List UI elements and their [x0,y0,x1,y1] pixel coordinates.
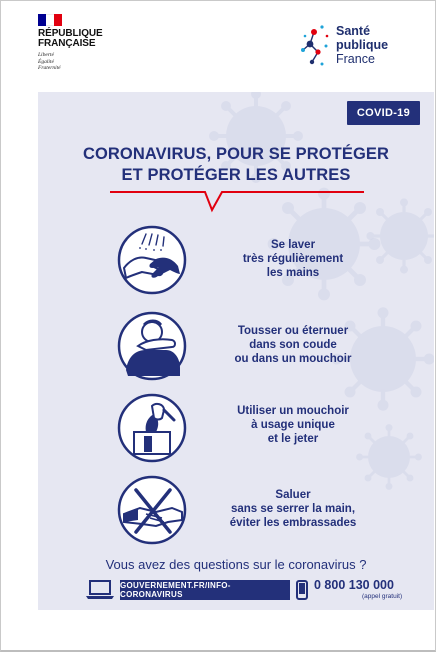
spf-publique: publique [336,38,389,52]
phone-note: (appel gratuit) [362,593,403,600]
gesture-tissue-line-1: Utiliser un mouchoir [237,405,349,417]
poster-title [38,144,434,186]
contact-bar [84,580,424,602]
speech-bubble-underline [110,190,370,218]
laptop-icon [86,580,114,600]
gesture-tissue-line-2: à usage unique [251,419,335,431]
covid-badge: COVID-19 [347,101,420,125]
gesture-cough-line-2: dans son coude [249,339,337,351]
gesture-tissue-line-3: et le jeter [267,433,319,445]
gesture-wash-line-2: très régulièrement [242,253,344,265]
info-coronavirus-link[interactable]: GOUVERNEMENT.FR/INFO-CORONAVIRUS [120,580,290,600]
phone-icon [296,580,308,600]
motto-fraternite: Fraternité [38,65,61,71]
gesture-wash-text [188,238,398,280]
gesture-wash-line-1: Se laver [270,239,316,251]
molecule-dots-icon [300,22,332,70]
republique-francaise-logo [38,14,108,72]
gesture-cough-text [188,324,398,366]
francaise-label: FRANÇAISE [38,38,96,49]
poster-panel [38,92,434,610]
sante-publique-france-logo [300,22,410,70]
cough-elbow-icon [116,310,188,382]
republique-label: RÉPUBLIQUE [38,28,103,39]
tissue-box-icon [116,392,188,464]
french-flag-icon [38,14,62,26]
motto-liberte: Liberté [38,52,54,58]
hand-washing-icon [116,224,188,296]
questions-heading: Vous avez des questions sur le coronavirus ? [105,557,367,572]
title-line-1: CORONAVIRUS, POUR SE PROTÉGER [82,145,390,163]
spf-sante: Santé [336,24,371,38]
spf-france: France [336,52,375,66]
gesture-greet-text [188,488,398,530]
gesture-cough-line-3: ou dans un mouchoir [234,353,352,365]
gesture-wash-line-3: les mains [266,267,320,279]
motto-egalite: Égalité [38,58,54,65]
title-line-2: ET PROTÉGER LES AUTRES [121,166,351,184]
gesture-greet-line-3: éviter les embrassades [229,517,357,529]
gesture-cough-line-1: Tousser ou éternuer [237,325,349,337]
gesture-greet-line-1: Saluer [275,489,311,501]
no-handshake-icon [116,474,188,546]
phone-number[interactable]: 0 800 130 000 [314,578,394,592]
gesture-greet-line-2: sans se serrer la main, [230,503,356,515]
gesture-tissue-text [188,404,398,446]
